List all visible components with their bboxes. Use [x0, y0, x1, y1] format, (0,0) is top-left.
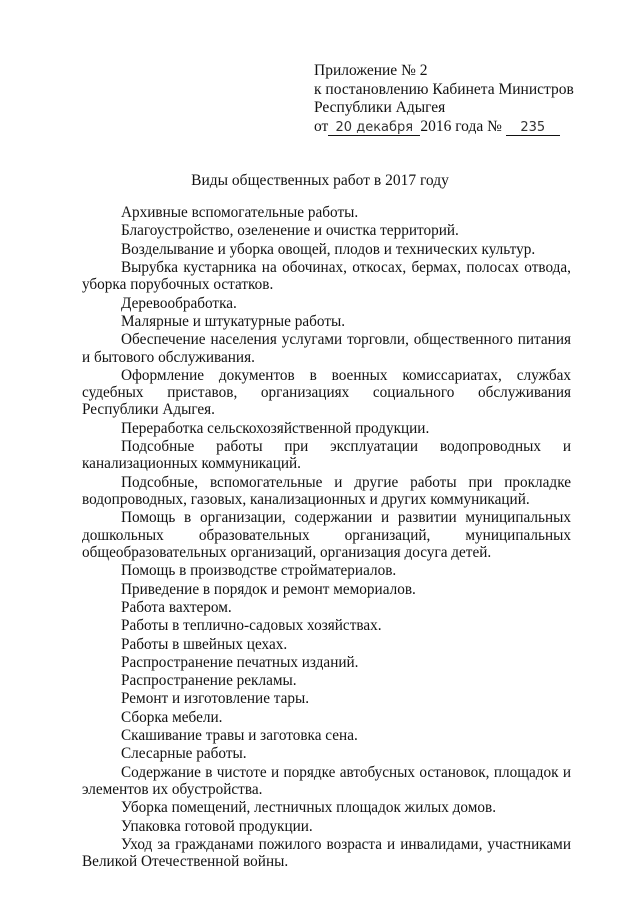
list-item: Малярные и штукатурные работы. — [121, 312, 346, 330]
list-item: Ремонт и изготовление тары. — [121, 690, 310, 708]
work-types-list — [82, 204, 571, 872]
header-line-republic: Республики Адыгея — [314, 99, 446, 116]
header-line-date — [314, 118, 614, 137]
list-item: Работы в швейных цехах. — [121, 635, 288, 653]
list-item: Работы в теплично-садовых хозяйствах. — [121, 617, 382, 635]
list-item: Оформление документов в военных комиссариатах, службах судебных приставов, организациях социального обслуживания Республики Адыгея. — [82, 366, 571, 419]
list-item: Содержание в чистоте и порядке автобусных остановок, площадок и элементов их обустройства. — [82, 763, 571, 798]
list-item: Вырубка кустарника на обочинах, откосах, бермах, полосах отвода, уборка порубочных остатков. — [82, 258, 571, 294]
list-item: Помощь в производстве стройматериалов. — [121, 562, 397, 580]
date-suffix: 2016 года № — [420, 117, 502, 135]
list-item: Сборка мебели. — [121, 708, 223, 726]
list-item: Возделывание и уборка овощей, плодов и технических культур. — [121, 240, 536, 258]
list-item: Уход за гражданами пожилого возраста и инвалидами, участниками Великой Отечественной войны. — [82, 835, 571, 871]
list-item: Упаковка готовой продукции. — [121, 817, 313, 835]
document-title: Виды общественных работ в 2017 году — [191, 172, 449, 189]
list-item: Благоустройство, озеленение и очистка территорий. — [121, 222, 459, 240]
list-item: Деревообработка. — [121, 294, 237, 312]
list-item: Приведение в порядок и ремонт мемориалов. — [121, 580, 416, 598]
list-item: Слесарные работы. — [121, 745, 247, 763]
list-item: Переработка сельскохозяйственной продукции. — [121, 419, 430, 437]
list-item: Помощь в организации, содержании и развитии муниципальных дошкольных образовательных организаций, муниципальных общеобразовательных организаций, организация досуга детей. — [82, 509, 571, 561]
handwritten-date: 20 декабря — [328, 121, 420, 136]
list-item: Распространение печатных изданий. — [121, 653, 359, 671]
handwritten-number: 235 — [506, 121, 560, 136]
list-item: Архивные вспомогательные работы. — [121, 204, 359, 221]
list-item: Распространение рекламы. — [121, 672, 297, 690]
list-item: Подсобные работы при эксплуатации водопроводных и канализационных коммуникаций. — [82, 438, 571, 473]
appendix-header — [314, 62, 614, 136]
header-line-resolution: к постановлению Кабинета Министров — [314, 80, 574, 98]
list-item: Скашивание травы и заготовка сена. — [121, 727, 358, 745]
list-item: Подсобные, вспомогательные и другие работы при прокладке водопроводных, газовых, канализационных и других коммуникаций. — [82, 473, 571, 508]
list-item: Работа вахтером. — [121, 598, 232, 616]
date-prefix: от — [314, 117, 329, 135]
list-item: Уборка помещений, лестничных площадок жилых домов. — [121, 799, 497, 817]
list-item: Обеспечение населения услугами торговли, общественного питания и бытового обслуживания. — [82, 331, 571, 366]
header-line-appendix: Приложение № 2 — [314, 62, 428, 79]
